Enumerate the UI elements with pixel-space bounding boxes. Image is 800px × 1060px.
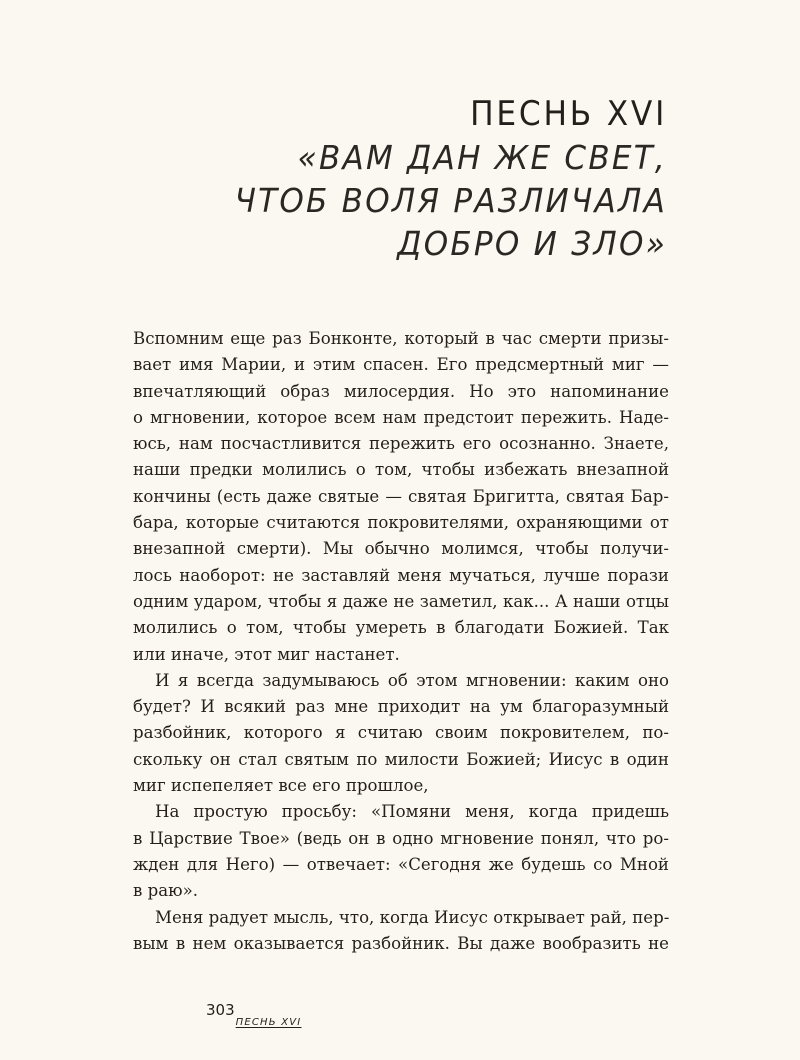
subtitle-line: ДОБРО И ЗЛО» (397, 224, 667, 263)
text-line: миг испепеляет все его прошлое, (133, 776, 429, 796)
paragraph (133, 668, 669, 799)
text-line: впечатляющий образ милосердия. Но это напоминание (133, 381, 669, 401)
running-head: ПЕСНЬ XVI (235, 1017, 302, 1028)
page-footer (206, 1000, 302, 1028)
text-line: лось наоборот: не заставляй меня мучаться, лучше порази (133, 565, 669, 585)
text-line: юсь, нам посчастливится пережить его осознанно. Знаете, (133, 434, 669, 454)
chapter-heading (207, 92, 667, 265)
text-line: скольку он стал святым по милости Божией; Иисус в один (133, 749, 669, 769)
text-line: бара, которые считаются покровителями, охраняющими от (133, 513, 669, 533)
text-line: одним ударом, чтобы я даже не заметил, как... А наши отцы (133, 591, 669, 611)
text-line: Вспомним еще раз Бонконте, который в час смерти призы- (133, 329, 669, 348)
text-line: наши предки молились о том, чтобы избежать внезапной (133, 460, 669, 480)
subtitle-line: «ВАМ ДАН ЖЕ СВЕТ, (297, 138, 667, 177)
text-line: жден для Него) — отвечает: «Сегодня же будешь со Мной (133, 854, 669, 874)
text-line: вает имя Марии, и этим спасен. Его предсмертный миг — (133, 355, 669, 375)
text-line: На простую просьбу: «Помяни меня, когда придешь (155, 802, 669, 822)
text-line: И я всегда задумываюсь об этом мгновении: каким оно (155, 670, 669, 690)
text-line: в Царствие Твое» (ведь он в одно мгновение понял, что ро- (133, 828, 669, 848)
subtitle-line: ЧТОБ ВОЛЯ РАЗЛИЧАЛА (234, 181, 667, 220)
chapter-title: ПЕСНЬ XVI (470, 94, 667, 134)
text-line: будет? И всякий раз мне приходит на ум благоразумный (133, 697, 669, 717)
text-line: о мгновении, которое всем нам предстоит пережить. Наде- (133, 407, 669, 427)
text-line: кончины (есть даже святые — святая Бригитта, святая Бар- (133, 486, 669, 506)
text-line: в раю». (133, 881, 199, 901)
text-line: или иначе, этот миг настанет. (133, 644, 400, 664)
text-line: Меня радует мысль, что, когда Иисус открывает рай, пер- (155, 907, 670, 927)
chapter-subtitle (235, 136, 667, 265)
paragraph (133, 326, 669, 668)
text-line: внезапной смерти). Мы обычно молимся, чтобы получи- (133, 539, 669, 559)
paragraph (133, 799, 669, 904)
text-line: вым в нем оказывается разбойник. Вы даже вообразить не (133, 933, 669, 953)
text-line: разбойник, которого я считаю своим покровителем, по- (133, 723, 669, 743)
page-number: 303 (206, 1001, 235, 1019)
paragraph (133, 905, 669, 958)
text-line: молились о том, чтобы умереть в благодати Божией. Так (133, 618, 669, 638)
body-text (133, 326, 669, 957)
